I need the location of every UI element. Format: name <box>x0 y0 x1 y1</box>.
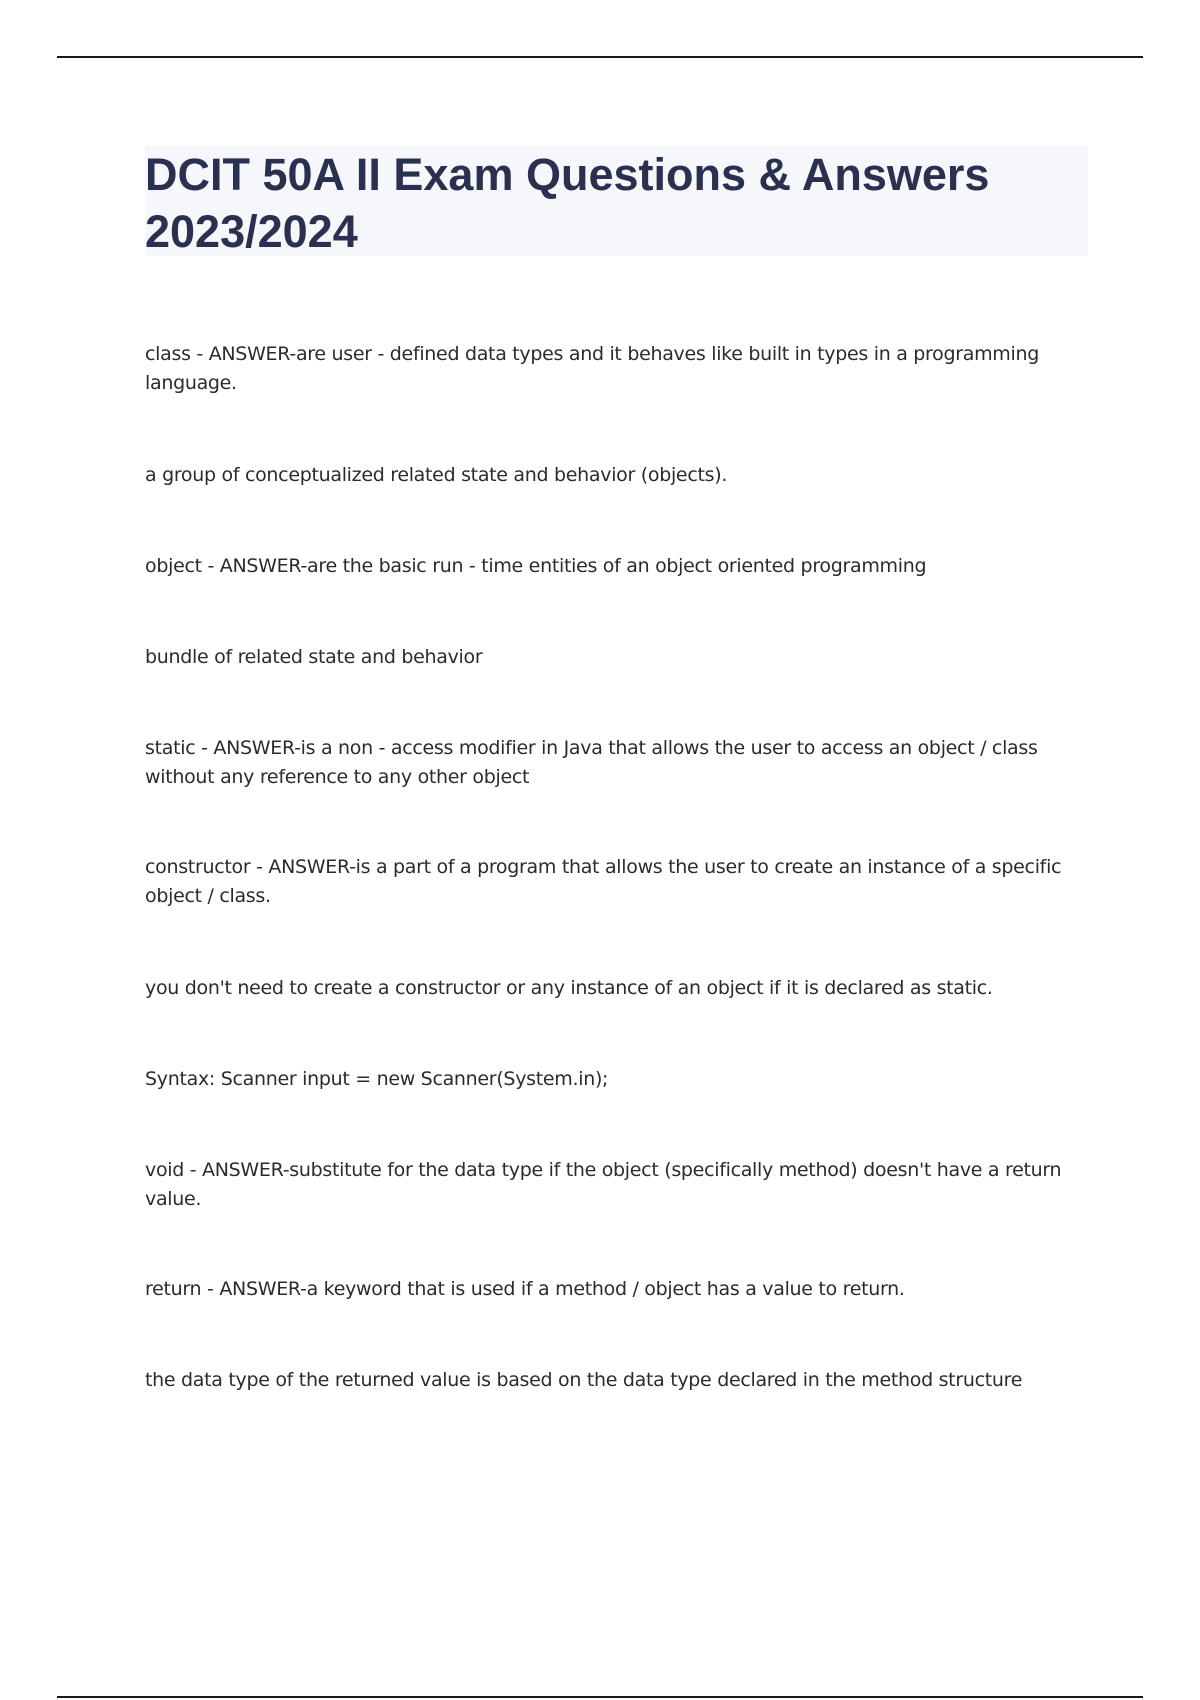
qa-entry-constructor-note: you don't need to create a constructor or any instance of an object if it is declared as static. <box>145 977 993 999</box>
qa-entry-return-note: the data type of the returned value is based on the data type declared in the method structure <box>145 1369 1023 1391</box>
bottom-rule <box>57 1696 1143 1698</box>
qa-entry-object: object - ANSWER-are the basic run - time entities of an object oriented programming <box>145 555 927 577</box>
qa-entry-constructor: constructor - ANSWER-is a part of a program that allows the user to create an instance of a specific object / class. <box>145 856 1062 907</box>
title-block <box>145 146 1088 256</box>
qa-entry-syntax: Syntax: Scanner input = new Scanner(System.in); <box>145 1068 609 1090</box>
qa-entry-class: class - ANSWER-are user - defined data types and it behaves like built in types in a programming language. <box>145 343 1039 394</box>
qa-entry-class-definition: a group of conceptualized related state and behavior (objects). <box>145 464 728 486</box>
qa-entry-void: void - ANSWER-substitute for the data type if the object (specifically method) doesn't have a return value. <box>145 1159 1062 1210</box>
qa-entry-return: return - ANSWER-a keyword that is used if a method / object has a value to return. <box>145 1278 905 1300</box>
document-title: DCIT 50A II Exam Questions & Answers 2023/2024 <box>145 149 990 257</box>
top-rule <box>57 56 1143 58</box>
qa-entry-object-definition: bundle of related state and behavior <box>145 646 483 668</box>
qa-entry-static: static - ANSWER-is a non - access modifier in Java that allows the user to access an object / class without any reference to any other object <box>145 737 1038 788</box>
